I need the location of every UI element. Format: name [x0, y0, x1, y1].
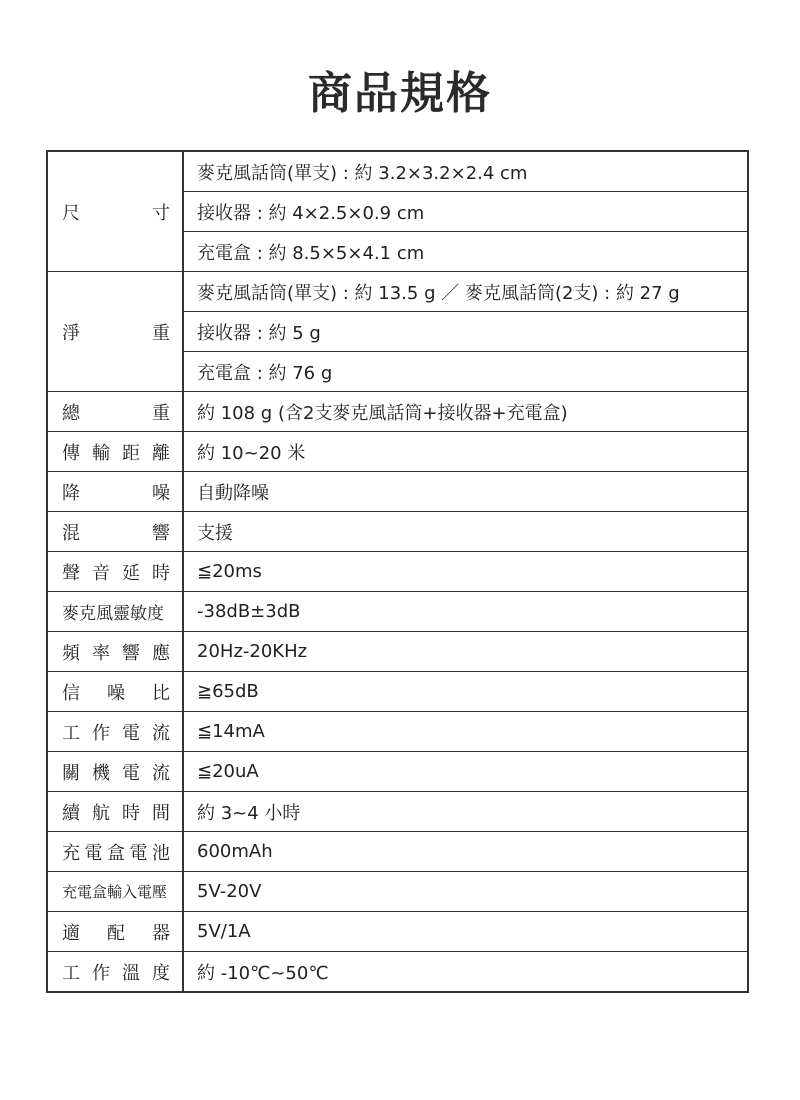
table-row	[47, 752, 748, 792]
spec-label: 淨 重	[47, 272, 183, 392]
page-title: 商品規格	[308, 68, 492, 119]
spec-table	[46, 150, 749, 993]
spec-value: 接收器 : 約 5 g	[183, 312, 748, 352]
spec-label: 混 響	[47, 512, 183, 552]
table-row	[47, 432, 748, 472]
spec-label: 降 噪	[47, 472, 183, 512]
spec-label: 續 航 時 間	[47, 792, 183, 832]
spec-value: -38dB±3dB	[183, 592, 748, 632]
table-row	[47, 272, 748, 312]
spec-value: 約 10~20 米	[183, 432, 748, 472]
spec-value: 自動降噪	[183, 472, 748, 512]
spec-label: 尺 寸	[47, 151, 183, 272]
table-row	[47, 672, 748, 712]
spec-value: 支援	[183, 512, 748, 552]
spec-label: 頻 率 響 應	[47, 632, 183, 672]
table-row	[47, 832, 748, 872]
table-row	[47, 952, 748, 993]
table-row	[47, 712, 748, 752]
spec-label: 工 作 電 流	[47, 712, 183, 752]
spec-value: ≦20ms	[183, 552, 748, 592]
spec-label: 聲 音 延 時	[47, 552, 183, 592]
spec-label: 關 機 電 流	[47, 752, 183, 792]
spec-value: 麥克風話筒(單支) : 約 13.5 g ／ 麥克風話筒(2支) : 約 27 g	[183, 272, 748, 312]
spec-label: 適 配 器	[47, 912, 183, 952]
spec-label: 麥克風靈敏度	[47, 592, 183, 632]
table-row	[47, 472, 748, 512]
spec-value: ≦20uA	[183, 752, 748, 792]
spec-value: ≧65dB	[183, 672, 748, 712]
spec-label: 信 噪 比	[47, 672, 183, 712]
spec-value: 20Hz-20KHz	[183, 632, 748, 672]
table-row	[47, 792, 748, 832]
table-row	[47, 872, 748, 912]
spec-value: 5V/1A	[183, 912, 748, 952]
spec-label: 總 重	[47, 392, 183, 432]
table-row	[47, 592, 748, 632]
table-row	[47, 392, 748, 432]
table-row	[47, 632, 748, 672]
spec-value: ≦14mA	[183, 712, 748, 752]
spec-value: 600mAh	[183, 832, 748, 872]
table-row	[47, 552, 748, 592]
table-row	[47, 512, 748, 552]
spec-value: 接收器 : 約 4×2.5×0.9 cm	[183, 192, 748, 232]
spec-value: 約 108 g (含2支麥克風話筒+接收器+充電盒)	[183, 392, 748, 432]
spec-value: 充電盒 : 約 8.5×5×4.1 cm	[183, 232, 748, 272]
spec-value: 5V-20V	[183, 872, 748, 912]
spec-value: 麥克風話筒(單支) : 約 3.2×3.2×2.4 cm	[183, 151, 748, 192]
table-row	[47, 151, 748, 192]
spec-label: 傳 輸 距 離	[47, 432, 183, 472]
spec-value: 約 -10℃~50℃	[183, 952, 748, 993]
spec-value: 充電盒 : 約 76 g	[183, 352, 748, 392]
spec-value: 約 3~4 小時	[183, 792, 748, 832]
spec-label: 工 作 溫 度	[47, 952, 183, 993]
spec-label: 充 電 盒 電 池	[47, 832, 183, 872]
spec-label: 充電盒輸入電壓	[47, 872, 183, 912]
table-row	[47, 912, 748, 952]
